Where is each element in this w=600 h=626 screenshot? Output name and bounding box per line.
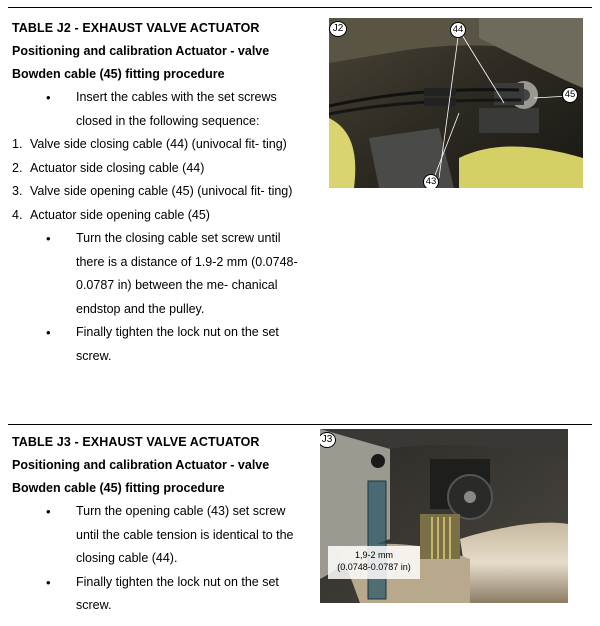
section-title: TABLE J2 - EXHAUST VALVE ACTUATOR <box>12 21 260 35</box>
step-text: Actuator side closing cable (44) <box>30 160 205 175</box>
section-divider <box>8 424 592 425</box>
bullet-item: • Turn the opening cable (43) set screw until the cable tension is identical to the closing cable (44). <box>12 500 302 571</box>
dimension-annotation <box>328 546 420 579</box>
step-item <box>12 157 302 181</box>
bullet-item: • Insert the cables with the set screws closed in the following sequence: <box>12 86 302 133</box>
step-item <box>12 133 302 157</box>
step-number: 2. <box>12 160 23 175</box>
section-subtitle: Positioning and calibration Actuator - valve <box>12 44 270 58</box>
callout-44: 44 <box>450 22 466 38</box>
section-table-j3 <box>12 430 302 618</box>
section-subtitle: Positioning and calibration Actuator - valve <box>12 458 270 472</box>
callout-43: 43 <box>423 174 439 188</box>
actuator-photo-j2 <box>329 18 583 188</box>
procedure-bullet-list <box>12 227 302 368</box>
section-subtitle-line2: Bowden cable (45) fitting procedure <box>12 481 225 495</box>
procedure-bullet-list <box>12 500 302 618</box>
actuator-illustration <box>329 18 583 188</box>
step-item <box>12 180 302 204</box>
intro-bullet-list <box>12 86 302 133</box>
bullet-item: • Turn the closing cable set screw until there is a distance of 1.9-2 mm (0.0748-0.0787 in) between the me- chanical endstop and the pulley. <box>12 227 302 321</box>
step-text: Valve side opening cable (45) (univocal fit- ting) <box>30 184 293 198</box>
figure-label: J2 <box>329 21 347 37</box>
top-rule <box>8 7 592 8</box>
section-table-j2 <box>12 16 302 368</box>
bullet-item: • Finally tighten the lock nut on the set screw. <box>12 571 302 618</box>
dimension-mm: 1,9-2 mm <box>354 550 393 560</box>
step-text: Actuator side opening cable (45) <box>30 207 210 222</box>
step-number: 3. <box>12 184 23 198</box>
section-title: TABLE J3 - EXHAUST VALVE ACTUATOR <box>12 435 260 449</box>
figure-label: J3 <box>320 432 336 448</box>
step-item <box>12 204 302 228</box>
step-number: 4. <box>12 207 23 222</box>
bullet-item: • Finally tighten the lock nut on the set screw. <box>12 321 302 368</box>
callout-45: 45 <box>562 87 578 103</box>
section-subtitle-line2: Bowden cable (45) fitting procedure <box>12 67 225 81</box>
step-text: Valve side closing cable (44) (univocal fit- ting) <box>30 137 287 151</box>
step-number: 1. <box>12 137 23 151</box>
dimension-inch: (0.0748-0.0787 in) <box>337 562 411 572</box>
step-list <box>12 133 302 227</box>
